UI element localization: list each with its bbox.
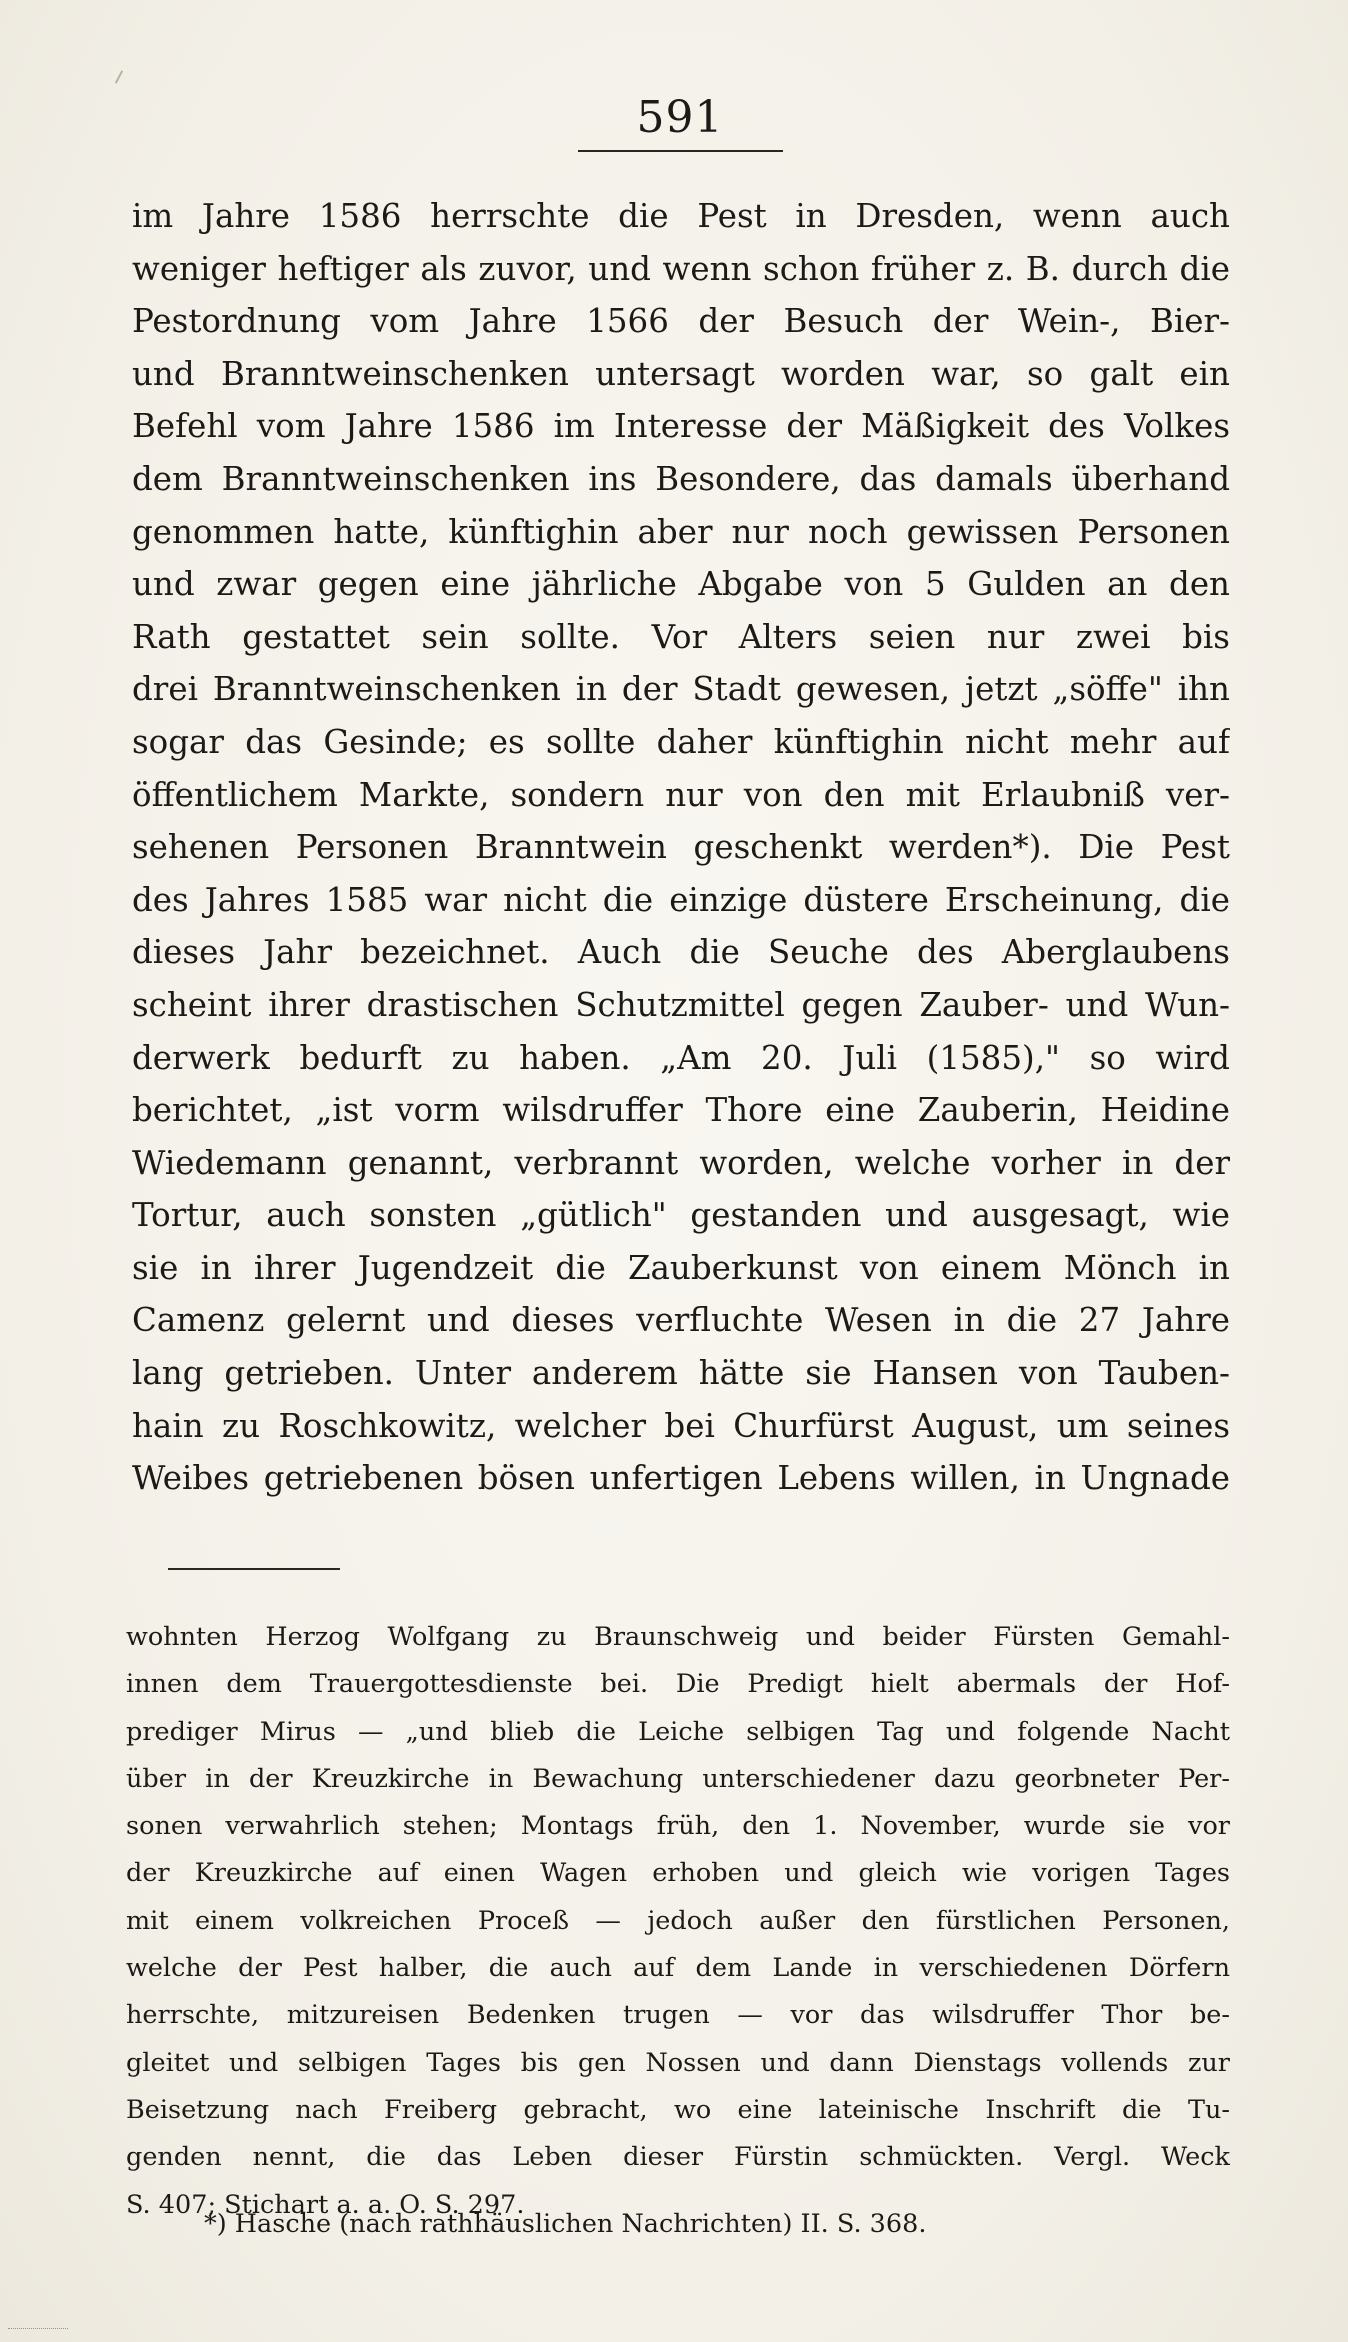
main-text <box>132 190 1230 1505</box>
text-line: sie in ihrer Jugendzeit die Zauberkunst von einem Mönch in <box>132 1248 1230 1287</box>
text-line: des Jahres 1585 war nicht die einzige düstere Erscheinung, die <box>132 880 1230 919</box>
text-line: Tortur, auch sonsten „gütlich" gestanden und ausgesagt, wie <box>132 1196 1230 1235</box>
footnote-line: Beisetzung nach Freiberg gebracht, wo eine lateinische Inschrift die Tu- <box>126 2094 1230 2125</box>
scan-mark <box>8 2328 68 2331</box>
text-line: dem Branntweinschenken ins Besondere, das damals überhand <box>132 459 1230 498</box>
footnote-line: genden nennt, die das Leben dieser Fürstin schmückten. Vergl. Weck <box>126 2142 1230 2173</box>
text-line: genommen hatte, künftighin aber nur noch gewissen Personen <box>132 512 1230 551</box>
text-line: sehenen Personen Branntwein geschenkt werden*). Die Pest <box>132 828 1230 867</box>
footnote-rule <box>168 1568 340 1570</box>
footnote-line: sonen verwahrlich stehen; Montags früh, den 1. November, wurde sie vor <box>126 1811 1230 1842</box>
margin-speck <box>115 70 123 83</box>
footnote-line: welche der Pest halber, die auch auf dem Lande in verschiedenen Dörfern <box>126 1953 1230 1984</box>
footnote-line: der Kreuzkirche auf einen Wagen erhoben und gleich wie vorigen Tages <box>126 1858 1230 1889</box>
page-number: 591 <box>636 92 724 143</box>
text-line: scheint ihrer drastischen Schutzmittel gegen Zauber- und Wun- <box>132 985 1230 1024</box>
text-line: derwerk bedurft zu haben. „Am 20. Juli (1585)," so wird <box>132 1038 1230 1077</box>
text-line: drei Branntweinschenken in der Stadt gewesen, jetzt „söffe" ihn <box>132 670 1230 709</box>
text-line: und zwar gegen eine jährliche Abgabe von 5 Gulden an den <box>132 565 1230 604</box>
text-line: öffentlichem Markte, sondern nur von den mit Erlaubniß ver- <box>132 775 1230 814</box>
text-line: Weibes getriebenen bösen unfertigen Lebens willen, in Ungnade <box>132 1459 1230 1498</box>
footnote-continued <box>126 1614 1230 2229</box>
text-line: Camenz gelernt und dieses verfluchte Wesen in die 27 Jahre <box>132 1301 1230 1340</box>
footnote-line: herrschte, mitzureisen Bedenken trugen — vor das wilsdruffer Thor be- <box>126 2000 1230 2031</box>
footnote-line: innen dem Trauergottesdienste bei. Die Predigt hielt abermals der Hof- <box>126 1669 1230 1700</box>
text-line: im Jahre 1586 herrschte die Pest in Dresden, wenn auch <box>132 197 1230 235</box>
footnote-line: gleitet und selbigen Tages bis gen Nossen und dann Dienstags vollends zur <box>126 2047 1230 2078</box>
text-line: Befehl vom Jahre 1586 im Interesse der Mäßigkeit des Volkes <box>132 407 1230 446</box>
text-line: hain zu Roschkowitz, welcher bei Churfürst August, um seines <box>132 1406 1230 1445</box>
footnote-line: mit einem volkreichen Proceß — jedoch außer den fürstlichen Personen, <box>126 1905 1230 1936</box>
text-line: berichtet, „ist vorm wilsdruffer Thore eine Zauberin, Heidine <box>132 1091 1230 1130</box>
text-line: dieses Jahr bezeichnet. Auch die Seuche des Aberglaubens <box>132 933 1230 972</box>
text-line: lang getrieben. Unter anderem hätte sie Hansen von Tauben- <box>132 1354 1230 1393</box>
footnote-line: wohnten Herzog Wolfgang zu Braunschweig und beider Fürsten Gemahl- <box>126 1622 1230 1652</box>
footnote-line: prediger Mirus — „und blieb die Leiche selbigen Tag und folgende Nacht <box>126 1716 1230 1747</box>
page-number-rule <box>578 150 783 152</box>
text-line: Wiedemann genannt, verbrannt worden, welche vorher in der <box>132 1143 1230 1182</box>
footnote-star: *) Hasche (nach rathhäuslichen Nachrichten) II. S. 368. <box>204 2209 927 2239</box>
text-line: Rath gestattet sein sollte. Vor Alters seien nur zwei bis <box>132 617 1230 656</box>
footnote-line: S. 407; Stichart a. a. O. S. 297. <box>126 2189 525 2220</box>
text-line: weniger heftiger als zuvor, und wenn schon früher z. B. durch die <box>132 249 1230 288</box>
text-line: sogar das Gesinde; es sollte daher künftighin nicht mehr auf <box>132 722 1230 761</box>
text-line: Pestordnung vom Jahre 1566 der Besuch der Wein-, Bier- <box>132 302 1230 341</box>
footnote-line: über in der Kreuzkirche in Bewachung unterschiedener dazu georbneter Per- <box>126 1763 1230 1794</box>
text-line: und Branntweinschenken untersagt worden war, so galt ein <box>132 354 1230 393</box>
